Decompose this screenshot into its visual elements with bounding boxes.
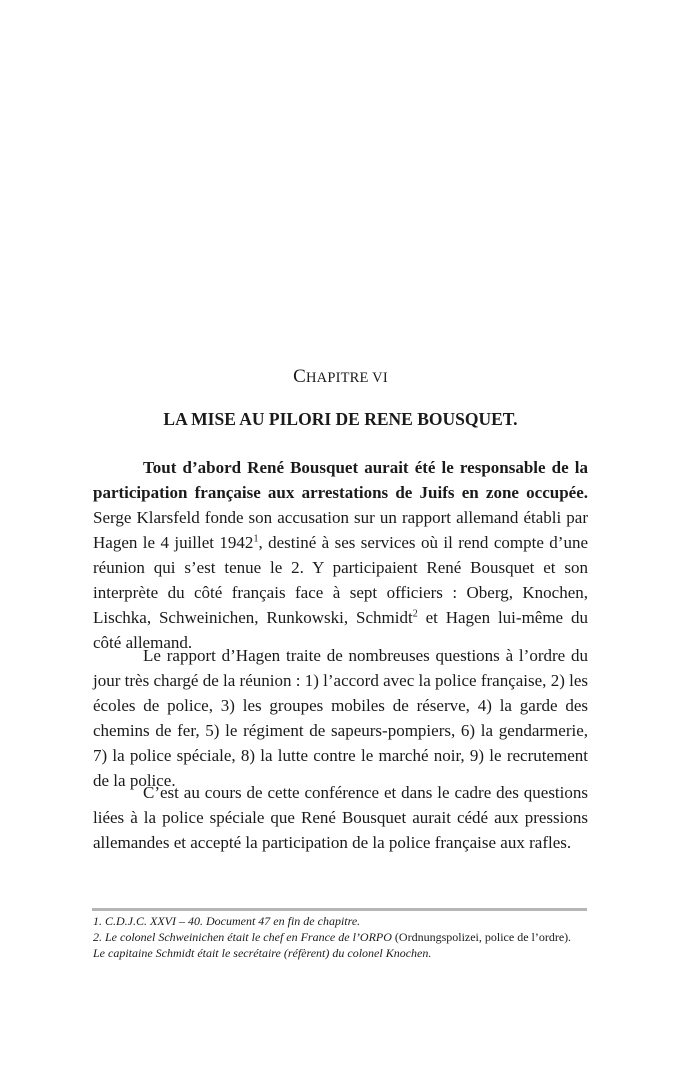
paragraph-1-bold-lead: Tout d’abord René Bousquet aurait été le responsable de la participation française aux arrestations de Juifs en zone occupée. [93,458,588,502]
paragraph-1-text-a: Serge Klarsfeld fonde son accusation sur un rapport allemand établi par Hagen le 4 juillet 1942 [93,508,588,552]
paragraph-1 [93,455,588,655]
footnote-2-line-2: Le capitaine Schmidt était le secrétaire (réfèrent) du colonel Knochen. [93,946,432,960]
footnote-1: 1. C.D.J.C. XXVI – 40. Document 47 en fin de chapitre. [93,914,361,928]
paragraph-3 [93,780,588,855]
footnote-2 [93,929,613,945]
paragraph-3-text: C’est au cours de cette conférence et dans le cadre des questions liées à la police spéciale que René Bousquet aurait cédé aux pressions allemandes et accepté la participation de la police française aux rafles. [93,783,588,852]
footnote-ref-1[interactable]: 1 [253,533,259,545]
footnotes [93,913,613,961]
footnote-2-text-a: 2. Le colonel Schweinichen était le chef en France de l’ORPO [93,930,395,944]
chapter-heading [93,366,588,388]
chapter-heading-rest: HAPITRE VI [305,370,388,386]
paragraph-2-text: Le rapport d’Hagen traite de nombreuses questions à l’ordre du jour très chargé de la réunion : 1) l’accord avec la police française, 2) les écoles de police, 3) les groupes mobiles de réserve, 4) la garde des chemins de fer, 5) le régiment de sapeurs-pompiers, 6) la gendarmerie, 7) la police spéciale, 8) la lutte contre le marché noir, 9) le recrutement de la police. [93,646,588,790]
paragraph-2 [93,643,588,793]
paragraph-1-text-c: et Hagen lui-même du côté allemand. [93,608,588,652]
chapter-title: LA MISE AU PILORI DE RENE BOUSQUET. [163,409,518,429]
footnote-ref-2[interactable]: 2 [412,608,418,620]
footnote-2-text-b: . [568,930,572,944]
chapter-heading-initial: C [293,366,306,387]
paragraph-1-text-b: , destiné à ses services où il rend compte d’une réunion qui s’est tenue le 2. Y participaient René Bousquet et son interprète du côté français face à sept officiers : Oberg, Knochen, Lischka, Schweinichen, Runkowski, Schmidt [93,533,588,627]
footnote-2-upright: (Ordnungspolizei, police de l’ordre) [394,930,569,944]
footnote-separator [92,908,587,911]
